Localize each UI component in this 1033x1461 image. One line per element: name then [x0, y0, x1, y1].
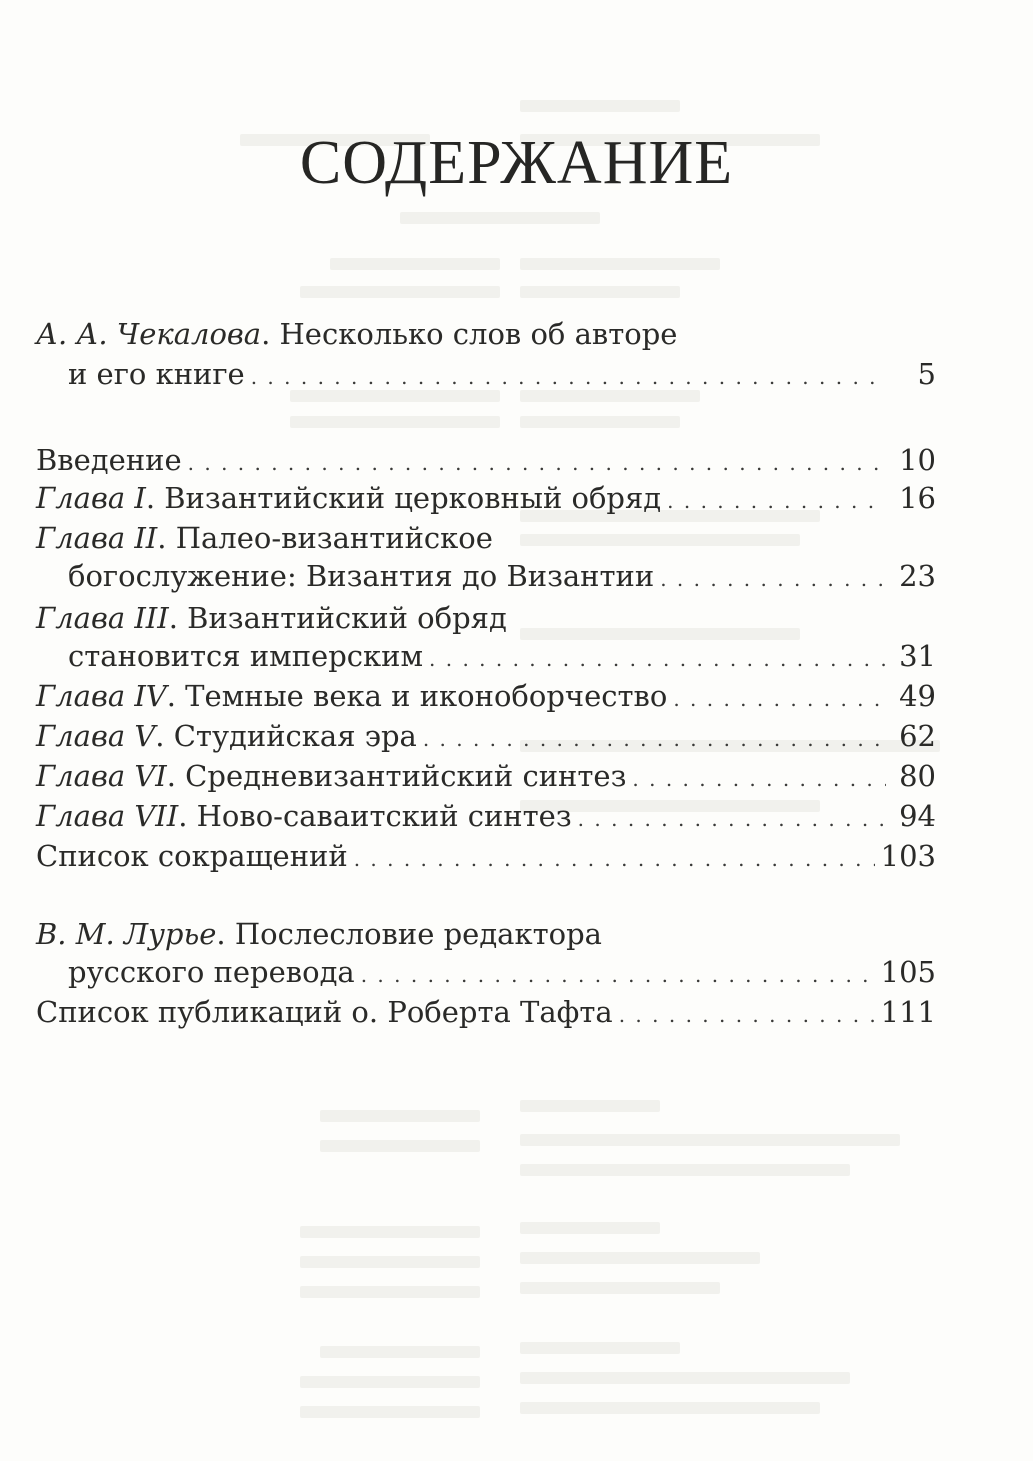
toc-entry-chapter-7 [36, 796, 936, 836]
toc-entry-title: . Несколько слов об авторе [261, 317, 678, 351]
toc-page-number: 94 [899, 799, 936, 833]
toc-entry-title: становится имперским [68, 639, 424, 673]
toc-page-number: 16 [899, 481, 936, 515]
toc-chapter-label: Глава II [36, 521, 158, 555]
page-title: СОДЕРЖАНИЕ [299, 129, 734, 197]
toc-leader-dots [667, 478, 886, 521]
toc-entry-afterword-line2 [68, 952, 936, 992]
toc-leader-dots [673, 676, 886, 719]
toc-page-number: 23 [899, 559, 936, 593]
toc-page-number: 31 [899, 639, 936, 673]
toc-entry-chapter-2-line2 [68, 556, 936, 596]
toc-leader-dots [632, 756, 886, 799]
toc-entry-title: . Темные века и иконоборчество [166, 679, 668, 713]
toc-author: В. М. Лурье [36, 917, 217, 951]
toc-entry-publications [36, 992, 936, 1032]
toc-entry-chapter-5 [36, 716, 936, 756]
toc-leader-dots [619, 992, 875, 1035]
toc-entry-title: . Послесловие редактора [216, 917, 602, 951]
toc-leader-dots [429, 636, 886, 679]
toc-chapter-label: Глава VII [36, 799, 179, 833]
toc-entry-title: Введение [36, 443, 182, 477]
toc-entry-title: Список сокращений [36, 839, 348, 873]
toc-page-number: 105 [880, 955, 936, 989]
toc-leader-dots [660, 556, 886, 599]
toc-page-number: 80 [899, 759, 936, 793]
toc-page-number: 103 [880, 839, 936, 873]
toc-page-number: 49 [899, 679, 936, 713]
toc-leader-dots [354, 836, 875, 879]
toc-page-number: 62 [899, 719, 936, 753]
toc-chapter-label: Глава I [36, 481, 146, 515]
toc-entry-title: . Палео-византийское [157, 521, 493, 555]
toc-leader-dots [361, 952, 875, 995]
toc-entry-chapter-2-line1 [36, 518, 936, 558]
toc-author: А. А. Чекалова [36, 317, 262, 351]
toc-entry-title: . Византийский церковный обряд [145, 481, 662, 515]
toc-entry-title: . Средневизантийский синтез [166, 759, 627, 793]
toc-entry-introduction [36, 440, 936, 480]
toc-entry-title: Список публикаций о. Роберта Тафта [36, 995, 613, 1029]
toc-entry-chapter-4 [36, 676, 936, 716]
toc-entry-title: . Византийский обряд [168, 601, 507, 635]
toc-entry-chapter-3-line1 [36, 598, 936, 638]
toc-page-number: 111 [880, 995, 936, 1029]
toc-entry-preface-line2 [68, 354, 936, 394]
toc-chapter-label: Глава V [36, 719, 156, 753]
toc-entry-chapter-6 [36, 756, 936, 796]
toc-entry-abbreviations [36, 836, 936, 876]
toc-entry-chapter-3-line2 [68, 636, 936, 676]
toc-entry-preface-line1 [36, 314, 936, 354]
toc-leader-dots [188, 440, 886, 483]
toc-page-number: 5 [917, 357, 936, 391]
toc-entry-title: русского перевода [68, 955, 355, 989]
toc-chapter-label: Глава IV [36, 679, 167, 713]
toc-entry-title: богослужение: Византия до Византии [68, 559, 655, 593]
toc-chapter-label: Глава III [36, 601, 169, 635]
toc-entry-title: . Студийская эра [155, 719, 417, 753]
toc-leader-dots [423, 716, 886, 759]
toc-leader-dots [251, 354, 886, 397]
toc-leader-dots [578, 796, 886, 839]
toc-entry-afterword-line1 [36, 914, 936, 954]
toc-chapter-label: Глава VI [36, 759, 167, 793]
toc-entry-title: . Ново-саваитский синтез [178, 799, 572, 833]
toc-entry-chapter-1 [36, 478, 936, 518]
toc-page-number: 10 [899, 443, 936, 477]
toc-entry-title: и его книге [68, 357, 245, 391]
